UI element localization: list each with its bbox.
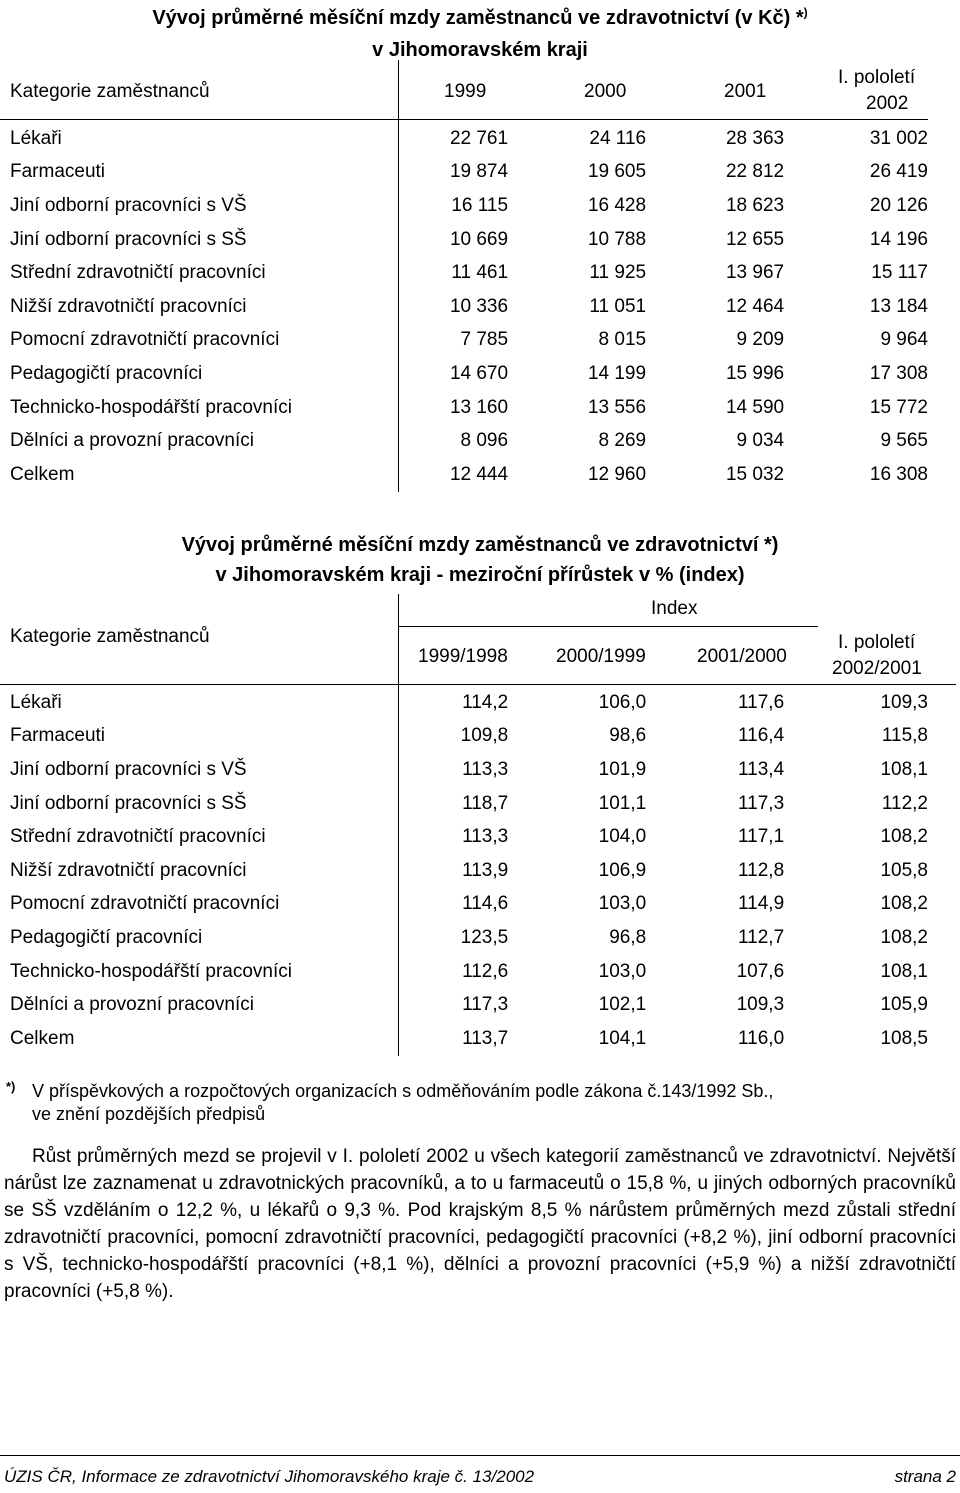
- row-value-3: 114,9: [738, 893, 785, 915]
- row-category: Jiní odborní pracovníci s SŠ: [10, 228, 247, 250]
- row-value-1: 109,8: [460, 725, 509, 747]
- row-value-2: 101,9: [598, 758, 647, 780]
- row-value-1: 114,2: [462, 691, 509, 713]
- table1-title-line1: Vývoj průměrné měsíční mzdy zaměstnanců ve zdravotnictví (v Kč) *: [152, 7, 804, 29]
- row-category: Jiní odborní pracovníci s VŠ: [10, 758, 247, 780]
- footnote-line1: V příspěvkových a rozpočtových organizacích s odměňováním podle zákona č.143/1992 Sb.,: [32, 1081, 774, 1101]
- table-row: [0, 223, 928, 257]
- table2-header-period-4-line2: 2002/2001: [832, 658, 922, 679]
- row-value-1: 10 669: [449, 228, 509, 250]
- row-value-1: 117,3: [462, 994, 509, 1016]
- row-category: Pomocní zdravotničtí pracovníci: [10, 893, 280, 915]
- row-value-2: 98,6: [609, 725, 647, 747]
- table1-title-sup: ): [803, 5, 808, 20]
- row-value-4: 15 117: [871, 262, 928, 284]
- row-value-1: 16 115: [451, 194, 509, 216]
- row-value-2: 103,0: [598, 960, 647, 982]
- row-category: Celkem: [10, 463, 75, 485]
- row-value-4: 108,2: [880, 926, 928, 948]
- summary-paragraph: [4, 1143, 956, 1305]
- row-value-3: 107,6: [736, 960, 785, 982]
- row-value-2: 96,8: [609, 926, 647, 948]
- row-value-2: 8 269: [598, 430, 647, 452]
- row-value-1: 113,3: [462, 826, 509, 848]
- row-value-1: 118,7: [462, 792, 509, 814]
- table-row: [0, 122, 928, 156]
- row-category: Dělníci a provozní pracovníci: [10, 430, 254, 452]
- row-value-4: 112,2: [881, 792, 928, 814]
- row-value-4: 9 964: [880, 329, 928, 351]
- row-value-4: 17 308: [869, 362, 928, 384]
- row-value-4: 108,1: [880, 960, 928, 982]
- row-value-1: 14 670: [449, 362, 509, 384]
- row-value-1: 113,3: [462, 758, 509, 780]
- row-category: Farmaceuti: [10, 725, 106, 747]
- row-value-2: 103,0: [598, 893, 647, 915]
- table-row: [0, 391, 928, 425]
- table-row: [0, 290, 928, 324]
- row-value-4: 108,1: [880, 758, 928, 780]
- table-row: [0, 256, 928, 290]
- footnote: [6, 1080, 956, 1126]
- row-category: Dělníci a provozní pracovníci: [10, 994, 254, 1016]
- footer-source: ÚZIS ČR, Informace ze zdravotnictví Jihomoravského kraje č. 13/2002: [4, 1467, 535, 1486]
- table1: [0, 122, 928, 492]
- row-value-3: 117,3: [738, 792, 785, 814]
- row-category: Pedagogičtí pracovníci: [10, 926, 203, 948]
- row-category: Technicko-hospodářští pracovníci: [10, 396, 292, 418]
- row-value-1: 11 461: [451, 262, 509, 284]
- table-row: [0, 820, 928, 854]
- row-category: Pomocní zdravotničtí pracovníci: [10, 329, 280, 351]
- row-value-4: 14 196: [869, 228, 928, 250]
- row-value-2: 8 015: [598, 329, 647, 351]
- row-value-4: 115,8: [881, 725, 928, 747]
- row-value-2: 24 116: [589, 127, 647, 149]
- table2-header-period-1: 1999/1998: [418, 646, 508, 667]
- row-category: Nižší zdravotničtí pracovníci: [10, 859, 247, 881]
- table-row: [0, 1022, 928, 1056]
- row-value-3: 15 032: [725, 463, 785, 485]
- footer-page-number: strana 2: [894, 1467, 956, 1486]
- table2-header-index: Index: [651, 598, 698, 619]
- row-category: Farmaceuti: [10, 161, 106, 183]
- row-value-4: 20 126: [869, 194, 928, 216]
- row-value-1: 112,6: [462, 960, 509, 982]
- table-row: [0, 357, 928, 391]
- row-category: Nižší zdravotničtí pracovníci: [10, 295, 247, 317]
- table1-header-rule: [0, 119, 820, 120]
- table-row: [0, 424, 928, 458]
- row-value-3: 13 967: [725, 262, 785, 284]
- row-value-2: 104,0: [598, 826, 647, 848]
- footnote-line2: ve znění pozdějších předpisů: [32, 1104, 266, 1124]
- table1-header-2002-line1: I. pololetí: [838, 67, 916, 88]
- table2-title-line1: Vývoj průměrné měsíční mzdy zaměstnanců ve zdravotnictví *): [181, 534, 779, 556]
- footer-rule: [0, 1455, 960, 1456]
- row-value-2: 102,1: [598, 994, 647, 1016]
- row-value-4: 105,9: [880, 994, 928, 1016]
- row-value-4: 13 184: [869, 295, 928, 317]
- table2-title-line2: v Jihomoravském kraji - meziroční přírůstek v % (index): [215, 564, 745, 586]
- row-value-1: 114,6: [462, 893, 509, 915]
- table2-index-rule: [398, 626, 818, 627]
- row-value-2: 13 556: [587, 396, 647, 418]
- footnote-mark: *): [6, 1079, 16, 1094]
- table-row: [0, 720, 928, 754]
- table2-title: [60, 530, 900, 590]
- table2-header-period-3: 2001/2000: [697, 646, 787, 667]
- row-value-2: 14 199: [587, 362, 647, 384]
- row-value-1: 12 444: [449, 463, 509, 485]
- summary-paragraph-text: Růst průměrných mezd se projevil v I. pololetí 2002 u všech kategorií zaměstnanců ve zdravotnictví. Největší nárůst lze zaznamenat u zdravotnických pracovníků, a to u farmaceutů o 15,8 %, u jiných odborných pracovníků se SŠ vzděláním o 12,2 %, u lékařů o 9,3 %. Pod krajským 8,5 % nárůstem průměrných mezd zůstali střední zdravotničtí pracovníci, pomocní zdravotničtí pracovníci, pedagogičtí pracovníci (+8,2 %), jiní odborní pracovníci s VŠ, technicko-hospodářští pracovníci (+8,1 %), dělníci a provozní pracovníci (+5,9 %) a nižší zdravotničtí pracovníci (+5,8 %).: [4, 1146, 956, 1302]
- row-value-3: 117,6: [738, 691, 785, 713]
- row-value-2: 104,1: [598, 1027, 647, 1049]
- table1-header-rule-right: [820, 119, 928, 120]
- row-value-4: 108,5: [880, 1027, 928, 1049]
- row-value-3: 9 209: [736, 329, 785, 351]
- row-value-4: 108,2: [880, 893, 928, 915]
- table1-header-2001: 2001: [724, 81, 767, 102]
- table-row: [0, 156, 928, 190]
- row-value-3: 112,7: [738, 926, 785, 948]
- row-value-3: 12 464: [725, 295, 785, 317]
- table-row: [0, 921, 928, 955]
- row-value-2: 19 605: [587, 161, 647, 183]
- row-category: Jiní odborní pracovníci s SŠ: [10, 792, 247, 814]
- row-category: Lékaři: [10, 691, 62, 713]
- table1-title-line2: v Jihomoravském kraji: [372, 39, 588, 61]
- row-value-4: 31 002: [869, 127, 928, 149]
- table-row: [0, 686, 928, 720]
- row-value-3: 14 590: [725, 396, 785, 418]
- table1-header-2002-line2: 2002: [866, 93, 909, 114]
- table-row: [0, 458, 928, 492]
- row-category: Střední zdravotničtí pracovníci: [10, 262, 266, 284]
- row-value-2: 12 960: [587, 463, 647, 485]
- table-row: [0, 787, 928, 821]
- row-value-3: 9 034: [736, 430, 785, 452]
- row-value-1: 113,7: [462, 1027, 509, 1049]
- row-value-4: 9 565: [880, 430, 928, 452]
- row-value-2: 11 051: [589, 295, 647, 317]
- row-value-3: 116,4: [738, 725, 785, 747]
- table-row: [0, 955, 928, 989]
- row-value-2: 106,0: [598, 691, 647, 713]
- row-value-3: 109,3: [736, 994, 785, 1016]
- row-value-3: 117,1: [738, 826, 785, 848]
- row-category: Pedagogičtí pracovníci: [10, 362, 203, 384]
- row-value-1: 13 160: [449, 396, 509, 418]
- row-value-4: 16 308: [869, 463, 928, 485]
- row-value-3: 28 363: [725, 127, 785, 149]
- row-value-1: 8 096: [460, 430, 509, 452]
- row-value-3: 12 655: [725, 228, 785, 250]
- row-category: Jiní odborní pracovníci s VŠ: [10, 194, 247, 216]
- table2-header-category: Kategorie zaměstnanců: [10, 626, 210, 647]
- table2-header-rule: [0, 684, 956, 685]
- row-value-2: 16 428: [587, 194, 647, 216]
- row-value-4: 15 772: [869, 396, 928, 418]
- row-value-3: 22 812: [725, 161, 785, 183]
- row-value-4: 109,3: [880, 691, 928, 713]
- row-value-3: 112,8: [738, 859, 785, 881]
- table-row: [0, 324, 928, 358]
- row-value-3: 116,0: [738, 1027, 785, 1049]
- row-value-1: 123,5: [460, 926, 509, 948]
- row-value-4: 26 419: [869, 161, 928, 183]
- row-value-4: 108,2: [880, 826, 928, 848]
- table2-header-period-2: 2000/1999: [556, 646, 646, 667]
- row-value-2: 101,1: [598, 792, 647, 814]
- row-value-1: 113,9: [462, 859, 509, 881]
- row-value-4: 105,8: [880, 859, 928, 881]
- table1-title: [60, 2, 900, 66]
- row-category: Lékaři: [10, 127, 62, 149]
- row-category: Střední zdravotničtí pracovníci: [10, 826, 266, 848]
- row-value-2: 106,9: [598, 859, 647, 881]
- table1-header-1999: 1999: [444, 81, 487, 102]
- row-value-1: 22 761: [449, 127, 509, 149]
- table-row: [0, 189, 928, 223]
- table-row: [0, 854, 928, 888]
- table2: [0, 686, 928, 1056]
- table-row: [0, 988, 928, 1022]
- table-row: [0, 753, 928, 787]
- row-value-3: 113,4: [738, 758, 785, 780]
- table1-header-2000: 2000: [584, 81, 627, 102]
- row-value-3: 18 623: [725, 194, 785, 216]
- table1-header-category: Kategorie zaměstnanců: [10, 81, 210, 102]
- table-row: [0, 888, 928, 922]
- row-value-1: 19 874: [449, 161, 509, 183]
- row-category: Technicko-hospodářští pracovníci: [10, 960, 292, 982]
- row-category: Celkem: [10, 1027, 75, 1049]
- row-value-1: 7 785: [460, 329, 509, 351]
- row-value-2: 10 788: [587, 228, 647, 250]
- row-value-3: 15 996: [725, 362, 785, 384]
- row-value-2: 11 925: [589, 262, 647, 284]
- table2-header-period-4-line1: I. pololetí: [838, 632, 916, 653]
- row-value-1: 10 336: [449, 295, 509, 317]
